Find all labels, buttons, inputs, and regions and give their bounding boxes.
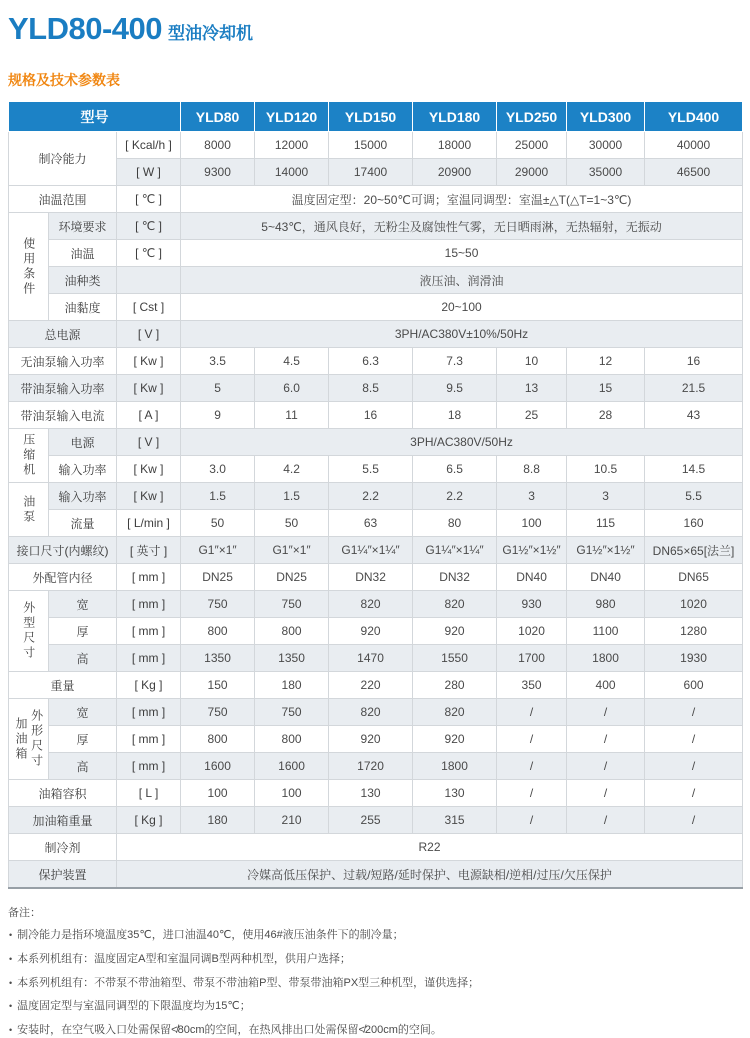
table-row xyxy=(9,483,743,510)
unit-label: [ 英寸 ] xyxy=(117,537,181,564)
cell-value: / xyxy=(497,780,567,807)
cell-value: 600 xyxy=(645,672,743,699)
cell-value: G1½″×1½″ xyxy=(497,537,567,564)
cell-value: 820 xyxy=(413,591,497,618)
bullet-icon: • xyxy=(9,930,13,940)
span-value: 温度固定型：20~50℃可调；室温同调型：室温±△T(△T=1~3℃) xyxy=(181,186,743,213)
cell-value: 21.5 xyxy=(645,375,743,402)
cell-value: 1600 xyxy=(181,753,255,780)
unit-label: [ Kg ] xyxy=(117,807,181,834)
cell-value: 130 xyxy=(329,780,413,807)
row-label: 油温范围 xyxy=(9,186,117,213)
page-title-suffix: 型油冷却机 xyxy=(168,24,254,43)
unit-label: [ V ] xyxy=(117,321,181,348)
note-text: 温度固定型与室温同调型的下限温度均为15℃； xyxy=(17,1000,251,1013)
cell-value: / xyxy=(567,807,645,834)
column-header-yld80: YLD80 xyxy=(181,102,255,132)
cell-value: 315 xyxy=(413,807,497,834)
page-title-model: YLD80-400 xyxy=(8,11,163,46)
table-row xyxy=(9,861,743,889)
sub-label: 电源 xyxy=(49,429,117,456)
cell-value: 20900 xyxy=(413,159,497,186)
unit-label: [ W ] xyxy=(117,159,181,186)
cell-value: 115 xyxy=(567,510,645,537)
cell-value: / xyxy=(645,726,743,753)
cell-value: / xyxy=(645,807,743,834)
cell-value: 46500 xyxy=(645,159,743,186)
cell-value: 280 xyxy=(413,672,497,699)
cell-value: DN32 xyxy=(413,564,497,591)
bullet-icon: • xyxy=(9,1025,13,1035)
unit-label: [ V ] xyxy=(117,429,181,456)
cell-value: 1930 xyxy=(645,645,743,672)
cell-value: 15000 xyxy=(329,132,413,159)
notes-section xyxy=(8,904,742,1038)
table-row xyxy=(9,294,743,321)
span-value: 5~43℃，通风良好，无粉尘及腐蚀性气雾，无日晒雨淋，无热辐射，无振动 xyxy=(181,213,743,240)
row-label: 带油泵输入功率 xyxy=(9,375,117,402)
cell-value: 80 xyxy=(413,510,497,537)
cell-value: / xyxy=(497,699,567,726)
vertical-label-wrap xyxy=(9,237,48,297)
cell-value: 1800 xyxy=(567,645,645,672)
cell-value: 2.2 xyxy=(329,483,413,510)
cell-value: 210 xyxy=(255,807,329,834)
cell-value: 12000 xyxy=(255,132,329,159)
note-text: 本系列机组有：温度固定A型和室温同调B型两种机型，供用户选择； xyxy=(17,952,351,965)
row-label: 制冷能力 xyxy=(9,132,117,186)
cell-value: 100 xyxy=(497,510,567,537)
note-item xyxy=(8,977,742,991)
table-row xyxy=(9,834,743,861)
cell-value: 10.5 xyxy=(567,456,645,483)
cell-value: DN25 xyxy=(255,564,329,591)
header-row xyxy=(9,102,743,132)
unit-label xyxy=(117,267,181,294)
cell-value: 9300 xyxy=(181,159,255,186)
sub-label: 输入功率 xyxy=(49,483,117,510)
notes-title: 备注： xyxy=(8,907,41,919)
span-value: 液压油、润滑油 xyxy=(181,267,743,294)
unit-label: [ Cst ] xyxy=(117,294,181,321)
cell-value: / xyxy=(567,699,645,726)
cell-value: / xyxy=(497,726,567,753)
cell-value: 1280 xyxy=(645,618,743,645)
vertical-label: 使用条件 xyxy=(21,236,36,297)
spec-table-head xyxy=(9,102,743,132)
row-label: 重量 xyxy=(9,672,117,699)
cell-value: 11 xyxy=(255,402,329,429)
cell-value: 3 xyxy=(567,483,645,510)
cell-value: / xyxy=(497,753,567,780)
table-row xyxy=(9,564,743,591)
cell-value: DN25 xyxy=(181,564,255,591)
cell-value: 220 xyxy=(329,672,413,699)
cell-value: 8.8 xyxy=(497,456,567,483)
cell-value: 180 xyxy=(255,672,329,699)
cell-value: 800 xyxy=(181,726,255,753)
sub-label: 高 xyxy=(49,645,117,672)
cell-value: 10 xyxy=(497,348,567,375)
cell-value: 28 xyxy=(567,402,645,429)
cell-value: / xyxy=(497,807,567,834)
note-text: 本系列机组有：不带泵不带油箱型、带泵不带油箱P型、带泵带油箱PX型三种机型，谨供选择； xyxy=(17,976,480,989)
note-item xyxy=(8,929,742,943)
cell-value: 180 xyxy=(181,807,255,834)
table-row xyxy=(9,672,743,699)
sub-label: 流量 xyxy=(49,510,117,537)
cell-value: 1600 xyxy=(255,753,329,780)
vertical-label: 加油箱 xyxy=(14,716,28,762)
cell-value: / xyxy=(645,753,743,780)
unit-label: [ Kw ] xyxy=(117,375,181,402)
vertical-label: 压缩机 xyxy=(21,433,36,478)
cell-value: / xyxy=(645,699,743,726)
cell-value: G1¼″×1¼″ xyxy=(329,537,413,564)
row-label: 加油箱重量 xyxy=(9,807,117,834)
table-row xyxy=(9,429,743,456)
cell-value: 25000 xyxy=(497,132,567,159)
cell-value: 750 xyxy=(255,699,329,726)
sub-label: 宽 xyxy=(49,591,117,618)
cell-value: DN65 xyxy=(645,564,743,591)
cell-value: 43 xyxy=(645,402,743,429)
unit-label: [ mm ] xyxy=(117,591,181,618)
cell-value: 18 xyxy=(413,402,497,429)
table-row xyxy=(9,132,743,159)
span-value: 3PH/AC380V±10%/50Hz xyxy=(181,321,743,348)
cell-value: 1020 xyxy=(645,591,743,618)
table-row xyxy=(9,807,743,834)
cell-value: 15 xyxy=(567,375,645,402)
sub-label: 油黏度 xyxy=(49,294,117,321)
cell-value: 50 xyxy=(181,510,255,537)
cell-value: / xyxy=(567,726,645,753)
sub-label: 厚 xyxy=(49,726,117,753)
table-row xyxy=(9,213,743,240)
vertical-label: 外型尺寸 xyxy=(21,601,36,661)
cell-value: 5.5 xyxy=(329,456,413,483)
row-label: 制冷剂 xyxy=(9,834,117,861)
unit-label: [ Kw ] xyxy=(117,483,181,510)
column-header-yld120: YLD120 xyxy=(255,102,329,132)
unit-label: [ L/min ] xyxy=(117,510,181,537)
table-row xyxy=(9,699,743,726)
sub-label: 油温 xyxy=(49,240,117,267)
sub-label: 输入功率 xyxy=(49,456,117,483)
cell-value: 350 xyxy=(497,672,567,699)
table-row xyxy=(9,159,743,186)
row-label: 带油泵输入电流 xyxy=(9,402,117,429)
span-value: R22 xyxy=(117,834,743,861)
unit-label: [ ℃ ] xyxy=(117,213,181,240)
vertical-label-wrap xyxy=(9,601,48,661)
cell-value: 3.0 xyxy=(181,456,255,483)
cell-value: DN40 xyxy=(567,564,645,591)
cell-value: 12 xyxy=(567,348,645,375)
cell-value: 9.5 xyxy=(413,375,497,402)
cell-value: 980 xyxy=(567,591,645,618)
table-row xyxy=(9,321,743,348)
note-item xyxy=(8,1024,742,1038)
unit-label: [ A ] xyxy=(117,402,181,429)
cell-value: DN40 xyxy=(497,564,567,591)
vertical-label-pair xyxy=(9,709,48,769)
unit-label: [ Kw ] xyxy=(117,348,181,375)
table-row xyxy=(9,267,743,294)
bullet-icon: • xyxy=(9,1001,13,1012)
cell-value: 800 xyxy=(255,726,329,753)
cell-value: 820 xyxy=(329,699,413,726)
table-row xyxy=(9,537,743,564)
cell-value: G1″×1″ xyxy=(255,537,329,564)
cell-value: 800 xyxy=(181,618,255,645)
unit-label: [ mm ] xyxy=(117,699,181,726)
row-label: 接口尺寸(内螺纹) xyxy=(9,537,117,564)
note-text: 制冷能力是指环境温度35℃，进口油温40℃，使用46#液压油条件下的制冷量； xyxy=(17,929,404,941)
cell-value: DN65×65[法兰] xyxy=(645,537,743,564)
group-label xyxy=(9,213,49,321)
cell-value: 1700 xyxy=(497,645,567,672)
cell-value: 920 xyxy=(329,726,413,753)
row-label: 总电源 xyxy=(9,321,117,348)
cell-value: 750 xyxy=(181,591,255,618)
cell-value: 6.3 xyxy=(329,348,413,375)
cell-value: DN32 xyxy=(329,564,413,591)
cell-value: G1″×1″ xyxy=(181,537,255,564)
table-row xyxy=(9,402,743,429)
unit-label: [ mm ] xyxy=(117,618,181,645)
group-label xyxy=(9,429,49,483)
cell-value: G1½″×1½″ xyxy=(567,537,645,564)
span-value: 15~50 xyxy=(181,240,743,267)
cell-value: 5 xyxy=(181,375,255,402)
cell-value: 1100 xyxy=(567,618,645,645)
row-label: 无油泵输入功率 xyxy=(9,348,117,375)
table-row xyxy=(9,753,743,780)
unit-label: [ mm ] xyxy=(117,645,181,672)
table-row xyxy=(9,726,743,753)
table-row xyxy=(9,591,743,618)
cell-value: 1.5 xyxy=(255,483,329,510)
cell-value: 1470 xyxy=(329,645,413,672)
table-row xyxy=(9,240,743,267)
cell-value: 35000 xyxy=(567,159,645,186)
table-row xyxy=(9,375,743,402)
cell-value: 930 xyxy=(497,591,567,618)
unit-label: [ Kcal/h ] xyxy=(117,132,181,159)
cell-value: 255 xyxy=(329,807,413,834)
table-row xyxy=(9,456,743,483)
cell-value: 13 xyxy=(497,375,567,402)
column-header-yld250: YLD250 xyxy=(497,102,567,132)
group-label xyxy=(9,699,49,780)
table-row xyxy=(9,780,743,807)
cell-value: 63 xyxy=(329,510,413,537)
cell-value: 1350 xyxy=(181,645,255,672)
cell-value: / xyxy=(567,753,645,780)
cell-value: 3.5 xyxy=(181,348,255,375)
cell-value: 160 xyxy=(645,510,743,537)
cell-value: 14000 xyxy=(255,159,329,186)
cell-value: 920 xyxy=(413,726,497,753)
cell-value: 820 xyxy=(413,699,497,726)
spec-table-body xyxy=(9,132,743,889)
cell-value: 18000 xyxy=(413,132,497,159)
vertical-label: 外形尺寸 xyxy=(29,709,44,769)
span-value: 20~100 xyxy=(181,294,743,321)
column-header-yld400: YLD400 xyxy=(645,102,743,132)
unit-label: [ mm ] xyxy=(117,753,181,780)
cell-value: 150 xyxy=(181,672,255,699)
note-item xyxy=(8,953,742,967)
cell-value: 6.5 xyxy=(413,456,497,483)
cell-value: / xyxy=(645,780,743,807)
cell-value: 130 xyxy=(413,780,497,807)
table-row xyxy=(9,618,743,645)
cell-value: 16 xyxy=(329,402,413,429)
cell-value: 25 xyxy=(497,402,567,429)
vertical-label: 油泵 xyxy=(21,494,36,525)
sub-label: 油种类 xyxy=(49,267,117,294)
sub-label: 宽 xyxy=(49,699,117,726)
cell-value: 50 xyxy=(255,510,329,537)
vertical-label-wrap xyxy=(9,495,48,525)
cell-value: 2.2 xyxy=(413,483,497,510)
section-subtitle: 规格及技术参数表 xyxy=(8,72,120,88)
table-row xyxy=(9,510,743,537)
bullet-icon: • xyxy=(9,953,13,964)
cell-value: 3 xyxy=(497,483,567,510)
cell-value: 1350 xyxy=(255,645,329,672)
group-label xyxy=(9,483,49,537)
cell-value: 1020 xyxy=(497,618,567,645)
unit-label: [ Kw ] xyxy=(117,456,181,483)
cell-value: 750 xyxy=(181,699,255,726)
unit-label: [ ℃ ] xyxy=(117,186,181,213)
cell-value: 1800 xyxy=(413,753,497,780)
cell-value: 6.0 xyxy=(255,375,329,402)
cell-value: 750 xyxy=(255,591,329,618)
bullet-icon: • xyxy=(9,977,13,988)
note-text: 安装时，在空气吸入口处需保留≮80cm的空间，在热风排出口处需保留≮200cm的空间。 xyxy=(17,1024,442,1036)
sub-label: 厚 xyxy=(49,618,117,645)
cell-value: 30000 xyxy=(567,132,645,159)
cell-value: 920 xyxy=(413,618,497,645)
cell-value: 100 xyxy=(255,780,329,807)
cell-value: 1720 xyxy=(329,753,413,780)
spec-table xyxy=(8,101,743,889)
cell-value: 8.5 xyxy=(329,375,413,402)
row-label: 外配管内径 xyxy=(9,564,117,591)
cell-value: 100 xyxy=(181,780,255,807)
cell-value: 400 xyxy=(567,672,645,699)
table-row xyxy=(9,348,743,375)
note-item xyxy=(8,1000,742,1014)
span-value: 3PH/AC380V/50Hz xyxy=(181,429,743,456)
cell-value: 40000 xyxy=(645,132,743,159)
column-header-yld180: YLD180 xyxy=(413,102,497,132)
column-header-model: 型号 xyxy=(9,102,181,132)
cell-value: 17400 xyxy=(329,159,413,186)
sub-label: 环境要求 xyxy=(49,213,117,240)
unit-label: [ L ] xyxy=(117,780,181,807)
cell-value: 5.5 xyxy=(645,483,743,510)
cell-value: / xyxy=(567,780,645,807)
unit-label: [ ℃ ] xyxy=(117,240,181,267)
group-label xyxy=(9,591,49,672)
cell-value: 14.5 xyxy=(645,456,743,483)
cell-value: 16 xyxy=(645,348,743,375)
cell-value: 4.5 xyxy=(255,348,329,375)
cell-value: G1¼″×1¼″ xyxy=(413,537,497,564)
cell-value: 820 xyxy=(329,591,413,618)
cell-value: 1550 xyxy=(413,645,497,672)
cell-value: 7.3 xyxy=(413,348,497,375)
cell-value: 4.2 xyxy=(255,456,329,483)
table-row xyxy=(9,186,743,213)
table-row xyxy=(9,645,743,672)
cell-value: 1.5 xyxy=(181,483,255,510)
cell-value: 29000 xyxy=(497,159,567,186)
unit-label: [ Kg ] xyxy=(117,672,181,699)
row-label: 保护装置 xyxy=(9,861,117,889)
unit-label: [ mm ] xyxy=(117,564,181,591)
cell-value: 800 xyxy=(255,618,329,645)
vertical-label-wrap xyxy=(9,433,48,478)
column-header-yld150: YLD150 xyxy=(329,102,413,132)
sub-label: 高 xyxy=(49,753,117,780)
cell-value: 920 xyxy=(329,618,413,645)
unit-label: [ mm ] xyxy=(117,726,181,753)
cell-value: 8000 xyxy=(181,132,255,159)
span-value: 冷媒高低压保护、过载/短路/延时保护、电源缺相/逆相/过压/欠压保护 xyxy=(117,861,743,889)
row-label: 油箱容积 xyxy=(9,780,117,807)
cell-value: 9 xyxy=(181,402,255,429)
page-title xyxy=(8,10,742,47)
column-header-yld300: YLD300 xyxy=(567,102,645,132)
